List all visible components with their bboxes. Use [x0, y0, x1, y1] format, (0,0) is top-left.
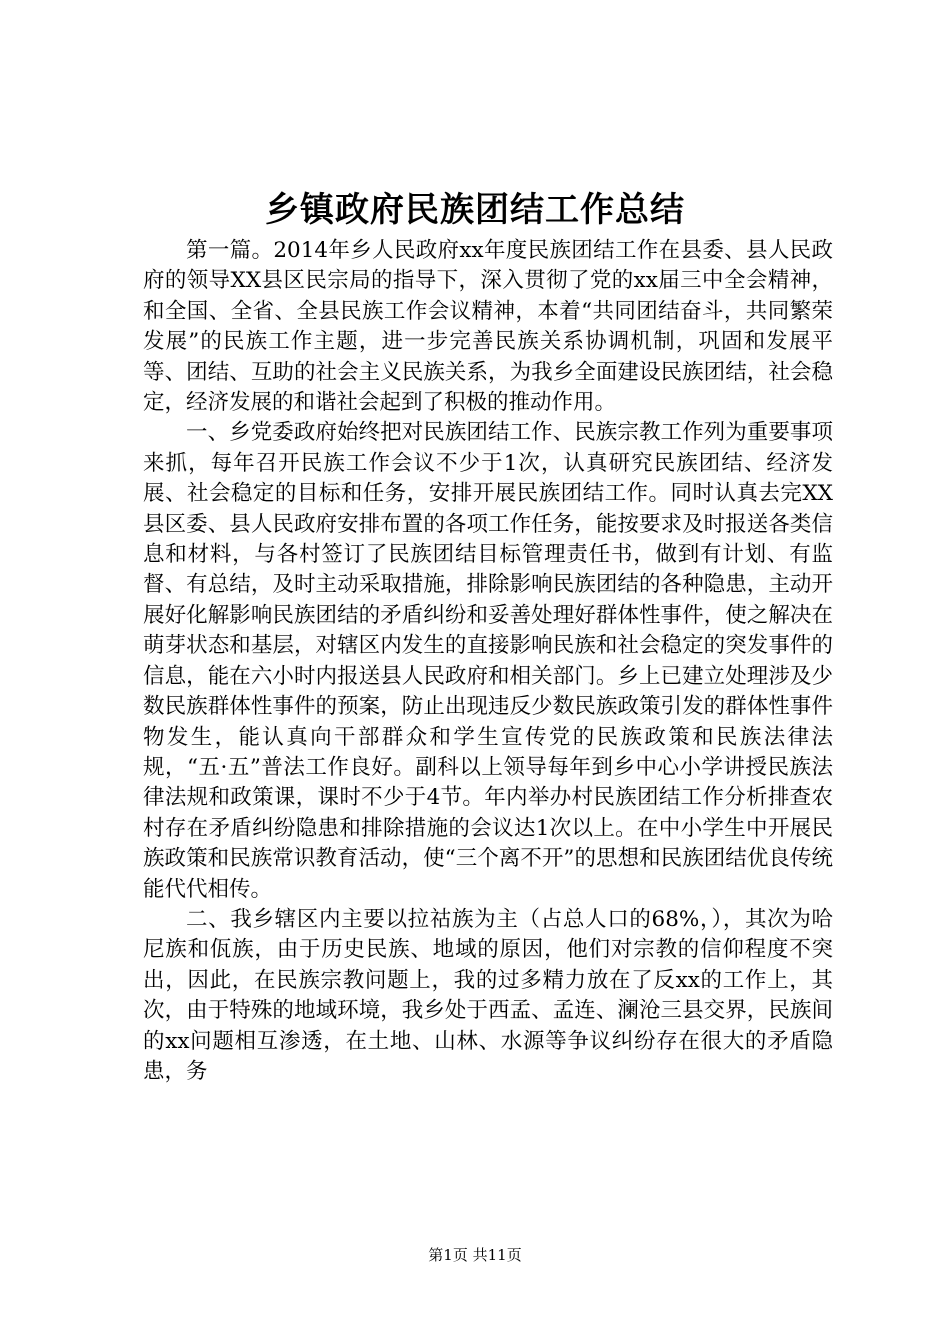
- paragraph-section-one: 一、乡党委政府始终把对民族团结工作、民族宗教工作列为重要事项来抓，每年召开民族工作会议不少于1次，认真研究民族团结、经济发展、社会稳定的目标和任务，安排开展民族团结工作。同时认真去完XX县区委、县人民政府安排布置的各项工作任务，能按要求及时报送各类信息和材料，与各村签订了民族团结目标管理责任书，做到有计划、有监督、有总结，及时主动采取措施，排除影响民族团结的各种隐患，主动开展好化解影响民族团结的矛盾纠纷和妥善处理好群体性事件，使之解决在萌芽状态和基层，对辖区内发生的直接影响民族和社会稳定的突发事件的信息，能在六小时内报送县人民政府和相关部门。乡上已建立处理涉及少数民族群体性事件的预案，防止出现违反少数民族政策引发的群体性事件物发生，能认真向干部群众和学生宣传党的民族政策和民族法律法规，“五·五”普法工作良好。副科以上领导每年到乡中心小学讲授民族法律法规和政策课，课时不少于4节。年内举办村民族团结工作分析排查农村存在矛盾纠纷隐患和排除措施的会议达1次以上。在中小学生中开展民族政策和民族常识教育活动，使“三个离不开”的思想和民族团结优良传统能代代相传。: [143, 420, 833, 902]
- document-body: [143, 236, 833, 1087]
- document-title: 乡镇政府民族团结工作总结: [265, 190, 685, 230]
- page-total: 共11页: [472, 1246, 522, 1264]
- paragraph-section-two: 二、我乡辖区内主要以拉祜族为主（占总人口的68%，），其次为哈尼族和佤族，由于历史民族、地域的原因，他们对宗教的信仰程度不突出，因此，在民族宗教问题上，我的过多精力放在了反xx的工作上，其次，由于特殊的地域环境，我乡处于西孟、孟连、澜沧三县交界，民族间的xx问题相互渗透，在土地、山林、水源等争议纠纷存在很大的矛盾隐患，务: [143, 906, 833, 1084]
- page-number: 第1页: [428, 1246, 468, 1264]
- paragraph-intro: 第一篇。2014年乡人民政府xx年度民族团结工作在县委、县人民政府的领导XX县区民宗局的指导下，深入贯彻了党的xx届三中全会精神，和全国、全省、全县民族工作会议精神，本着“共同团结奋斗，共同繁荣发展”的民族工作主题，进一步完善民族关系协调机制，巩固和发展平等、团结、互助的社会主义民族关系，为我乡全面建设民族团结，社会稳定，经济发展的和谐社会起到了积极的推动作用。: [143, 238, 833, 416]
- page-footer: [0, 1244, 950, 1266]
